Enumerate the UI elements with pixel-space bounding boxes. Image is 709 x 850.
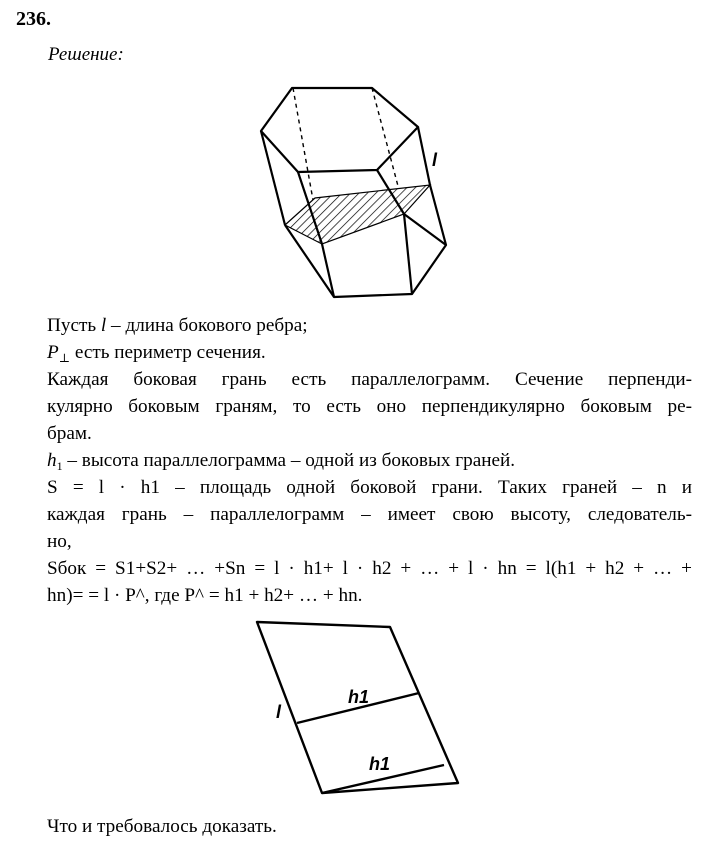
hexagonal-prism-figure: [0, 0, 709, 320]
formula-line-1: Sбок = S1+S2+ … +Sn = l · h1+ l · h2 + … + l · hn = l(h1 + h2 + … +: [47, 558, 692, 579]
lower-height-label: h1: [369, 754, 391, 774]
text-para-3-line-1: Каждая боковая грань есть параллелограмм. Сечение перпенди-: [47, 369, 692, 390]
cross-section: [285, 185, 430, 244]
text-line-2: $P_\perp$ есть периметр сечения.: [47, 342, 266, 365]
formula-line-2: hn)= = l · P^, где P^ = h1 + h2+ … + hn.: [47, 585, 363, 606]
solution-label: Решение:: [48, 44, 124, 65]
side-label-l: l: [276, 702, 282, 722]
hidden-edges: [293, 88, 398, 200]
upper-height-label: h1: [348, 687, 370, 707]
conclusion: Что и требовалось доказать.: [47, 816, 277, 837]
text-line-4: $h_1$ – высота параллелограмма – одной из боковых граней.: [47, 450, 516, 473]
edge-label-l: l: [432, 150, 438, 170]
parallelogram-figure: [0, 600, 709, 840]
text-para-5-line-2: каждая грань – параллелограмм – имеет свою высоту, следователь-: [47, 504, 692, 525]
text-para-3-line-3: брам.: [47, 423, 92, 444]
problem-number: 236.: [16, 8, 51, 30]
text-para-5-line-3: но,: [47, 531, 72, 552]
text-para-5-line-1: S = l · h1 – площадь одной боковой грани. Таких граней – n и: [47, 477, 692, 498]
text-para-3-line-2: кулярно боковым граням, то есть оно перпендикулярно боковым ре-: [47, 396, 692, 417]
text-line-1: Пусть l – длина бокового ребра;: [47, 315, 308, 336]
